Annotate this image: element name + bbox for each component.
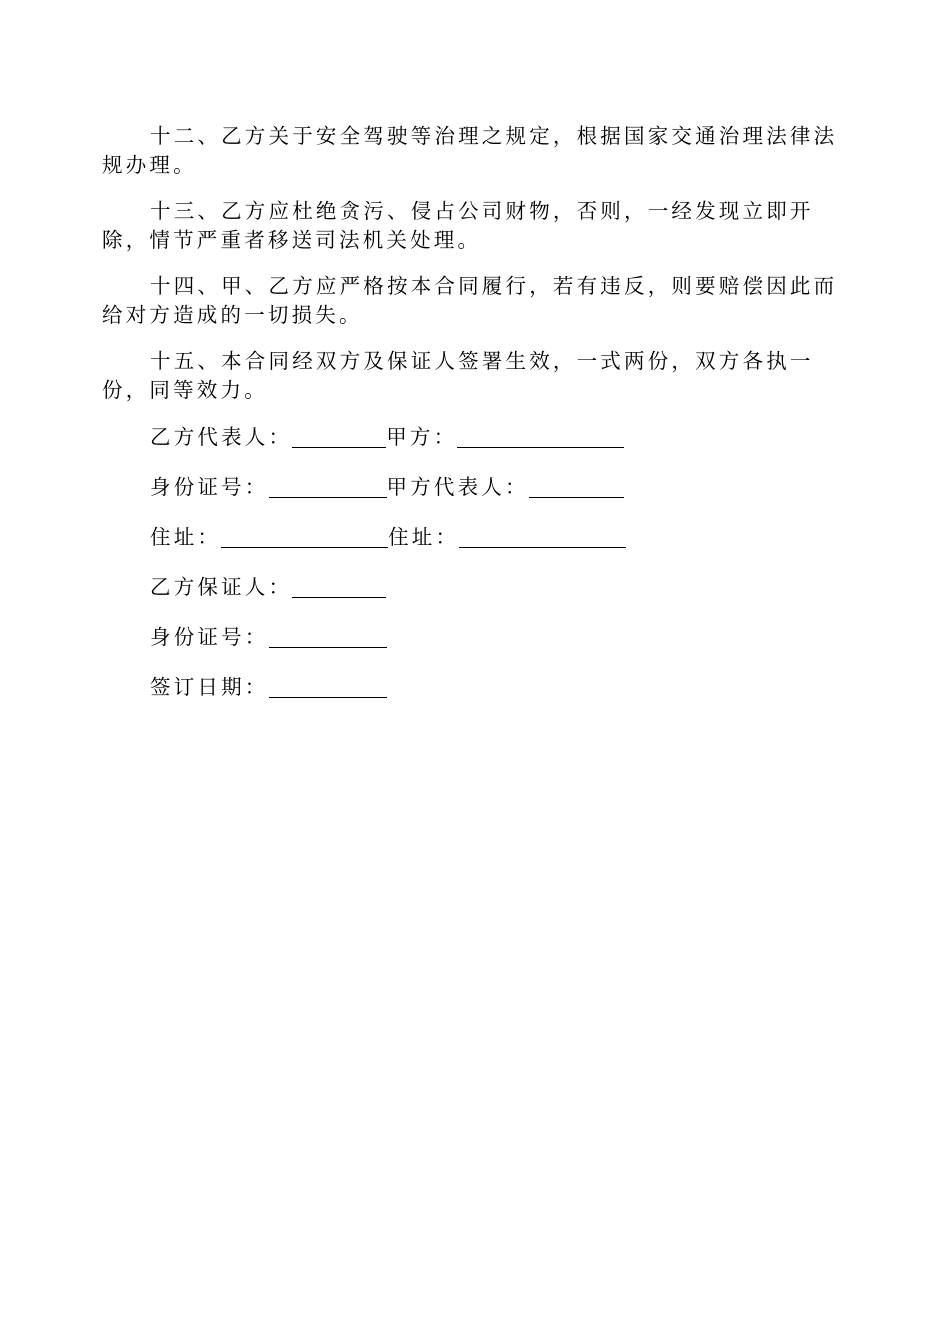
party-a-label: 甲方： (386, 425, 458, 449)
guarantor-label: 乙方保证人： (150, 575, 293, 599)
signature-row-guarantor-id (150, 622, 387, 652)
signature-row-addresses (150, 522, 626, 552)
clause-13: 十三、乙方应杜绝贪污、侵占公司财物，否则，一经发现立即开除，情节严重者移送司法机关处理。 (102, 199, 814, 252)
party-b-address-blank[interactable] (221, 525, 388, 548)
signature-row-id-numbers (150, 472, 624, 502)
clause-14: 十四、甲、乙方应严格按本合同履行，若有违反，则要赔偿因此而给对方造成的一切损失。 (102, 274, 838, 327)
party-a-representative-blank[interactable] (529, 475, 624, 498)
party-a-blank[interactable] (457, 425, 624, 448)
guarantor-blank[interactable] (292, 575, 386, 598)
clause-12: 十二、乙方关于安全驾驶等治理之规定，根据国家交通治理法律法规办理。 (102, 124, 838, 177)
party-a-address-label: 住址： (388, 525, 460, 549)
sign-date-label: 签订日期： (150, 675, 269, 699)
party-b-address-label: 住址： (150, 525, 222, 549)
guarantor-id-label: 身份证号： (150, 625, 269, 649)
clause-15: 十五、本合同经双方及保证人签署生效，一式两份，双方各执一份，同等效力。 (102, 349, 814, 402)
party-a-representative-label: 甲方代表人： (386, 475, 529, 499)
party-b-representative-label: 乙方代表人： (150, 425, 293, 449)
signature-row-representatives (150, 422, 624, 452)
signature-row-date (150, 672, 387, 702)
signature-row-guarantor (150, 572, 386, 602)
party-b-id-label: 身份证号： (150, 475, 269, 499)
guarantor-id-blank[interactable] (269, 625, 387, 648)
party-a-address-blank[interactable] (459, 525, 626, 548)
party-b-representative-blank[interactable] (292, 425, 386, 448)
party-b-id-blank[interactable] (269, 475, 387, 498)
sign-date-blank[interactable] (269, 675, 387, 698)
